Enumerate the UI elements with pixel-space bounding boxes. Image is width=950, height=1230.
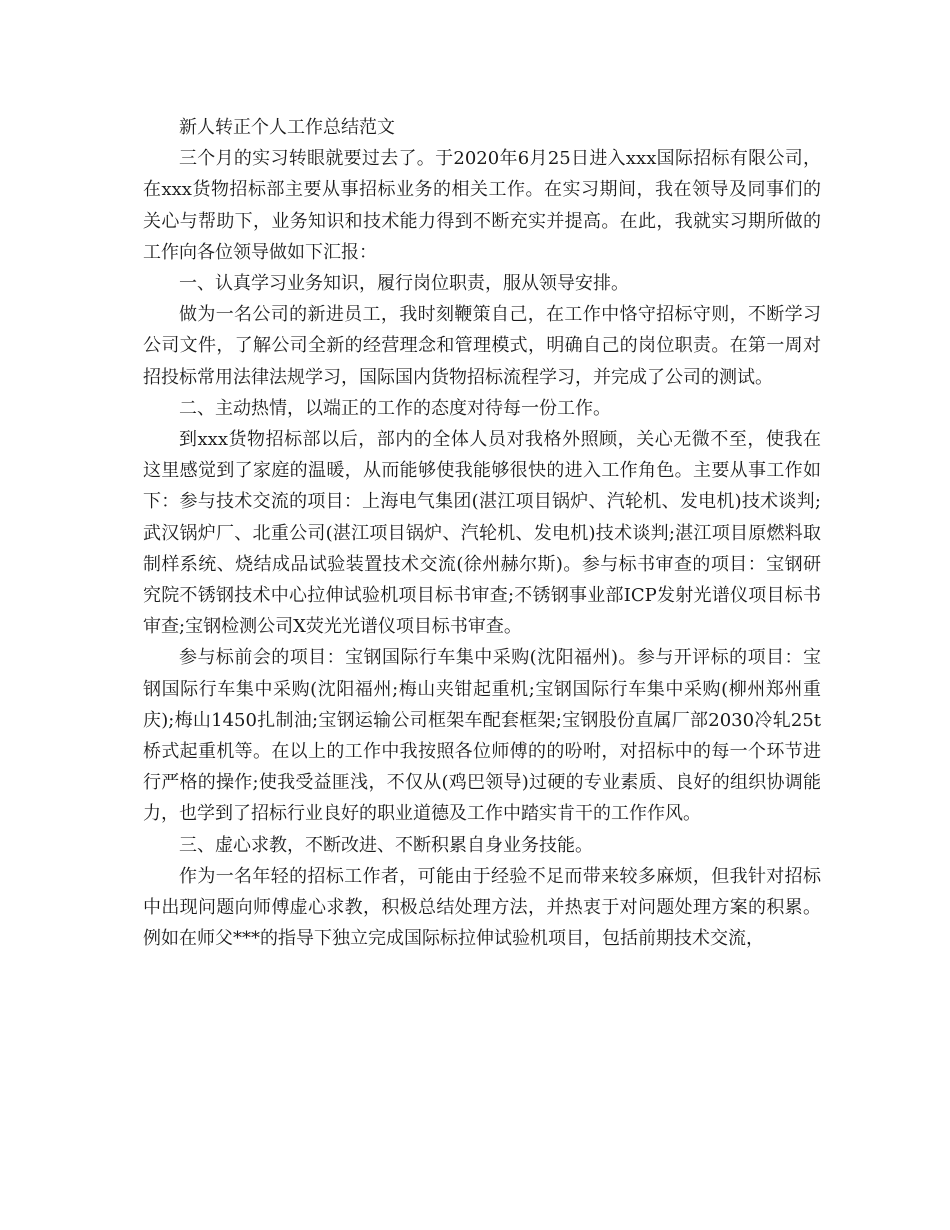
paragraph-section-1: 做为一名公司的新进员工，我时刻鞭策自己，在工作中恪守招标守则，不断学习公司文件，了解公司全新的经营理念和管理模式，明确自己的岗位职责。在第一周对招投标常用法律法规学习，国际国内货物招标流程学习，并完成了公司的测试。	[143, 304, 821, 388]
paragraph-section-3: 作为一名年轻的招标工作者，可能由于经验不足而带来较多麻烦，但我针对招标中出现问题向师傅虚心求教，积极总结处理方法，并热衷于对问题处理方案的积累。例如在师父***的指导下独立完成国际标拉伸试验机项目，包括前期技术交流，	[143, 865, 821, 950]
document-title: 新人转正个人工作总结范文	[179, 117, 395, 138]
paragraph-section-2a: 到xxx货物招标部以后，部内的全体人员对我格外照顾，关心无微不至，使我在这里感觉到了家庭的温暖，从而能够使我能够很快的进入工作角色。主要从事工作如下：参与技术交流的项目：上海电气集团(湛江项目锅炉、汽轮机、发电机)技术谈判;武汉锅炉厂、北重公司(湛江项目锅炉、汽轮机、发电机)技术谈判;湛江项目原燃料取制样系统、烧结成品试验装置技术交流(徐州赫尔斯)。参与标书审查的项目：宝钢研究院不锈钢技术中心拉伸试验机项目标书审查;不锈钢事业部ICP发射光谱仪项目标书审查;宝钢检测公司X荧光光谱仪项目标书审查。	[143, 429, 821, 638]
section-heading-3: 三、虚心求教，不断改进、不断积累自身业务技能。	[179, 834, 593, 856]
paragraph-section-2b: 参与标前会的项目：宝钢国际行车集中采购(沈阳福州)。参与开评标的项目：宝钢国际行车集中采购(沈阳福州;梅山夹钳起重机;宝钢国际行车集中采购(柳州郑州重庆);梅山1450扎制油;宝钢运输公司框架车配套框架;宝钢股份直属厂部2030冷轧25t桥式起重机等。在以上的工作中我按照各位师傅的的吩咐，对招标中的每一个环节进行严格的操作;使我受益匪浅，不仅从(鸡巴领导)过硬的专业素质、良好的组织协调能力，也学到了招标行业良好的职业道德及工作中踏实肯干的工作作风。	[143, 647, 821, 825]
section-heading-2: 二、主动热情，以端正的工作的态度对待每一份工作。	[179, 397, 611, 419]
document-body	[143, 112, 821, 954]
paragraph-intro: 三个月的实习转眼就要过去了。于2020年6月25日进入xxx国际招标有限公司，在xxx货物招标部主要从事招标业务的相关工作。在实习期间，我在领导及同事们的关心与帮助下，业务知识和技术能力得到不断充实并提高。在此，我就实习期所做的工作向各位领导做如下汇报：	[143, 148, 821, 263]
section-heading-1: 一、认真学习业务知识，履行岗位职责，服从领导安排。	[179, 273, 629, 295]
